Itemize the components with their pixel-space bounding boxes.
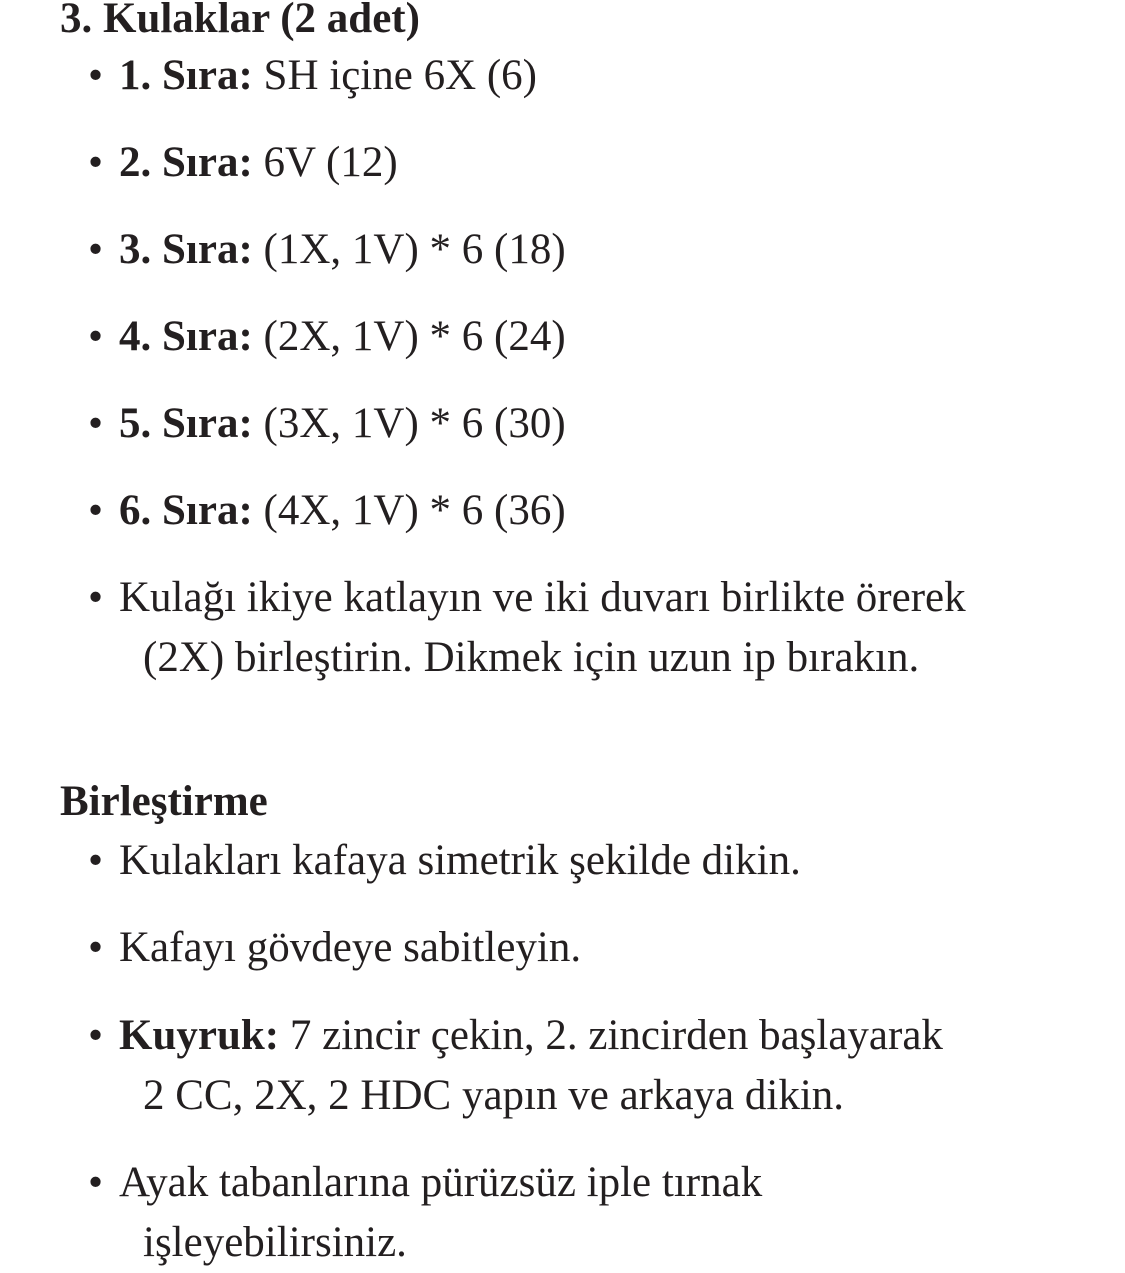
bullet: • (88, 139, 104, 186)
row-item (88, 307, 566, 367)
row-text: (1X, 1V) * 6 (18) (252, 226, 566, 273)
row-label: 2. Sıra: (119, 139, 253, 186)
row-label: 4. Sıra: (119, 313, 253, 360)
assembly-item-tail (88, 1006, 943, 1126)
ear-note-line1: Kulağı ikiye katlayın ve iki duvarı birlikte örerek (119, 574, 966, 621)
assembly-item (88, 1153, 762, 1273)
bullet: • (88, 487, 104, 534)
row-text: (2X, 1V) * 6 (24) (252, 313, 566, 360)
row-text: (3X, 1V) * 6 (30) (252, 400, 566, 447)
feet-line1: Ayak tabanlarına pürüzsüz iple tırnak (119, 1159, 763, 1206)
bullet: • (88, 400, 104, 447)
section-heading-ears: 3. Kulaklar (2 adet) (60, 0, 420, 42)
row-item (88, 394, 566, 454)
row-text: SH içine 6X (6) (252, 52, 538, 99)
assembly-item (88, 918, 581, 978)
bullet: • (88, 1012, 104, 1059)
ear-note (88, 568, 966, 688)
row-item (88, 46, 537, 106)
row-label: 6. Sıra: (119, 487, 253, 534)
row-item (88, 481, 566, 541)
tail-label: Kuyruk: (119, 1012, 280, 1059)
tail-line2: 2 CC, 2X, 2 HDC yapın ve arkaya dikin. (143, 1072, 845, 1119)
row-label: 3. Sıra: (119, 226, 253, 273)
ear-note-line2: (2X) birleştirin. Dikmek için uzun ip bırakın. (143, 634, 920, 681)
bullet: • (88, 52, 104, 99)
section-heading-assembly: Birleştirme (60, 778, 268, 825)
row-label: 5. Sıra: (119, 400, 253, 447)
row-text: (4X, 1V) * 6 (36) (252, 487, 566, 534)
row-item (88, 220, 566, 280)
bullet: • (88, 1159, 104, 1206)
bullet: • (88, 226, 104, 273)
assembly-item-text: Kafayı gövdeye sabitleyin. (119, 924, 582, 971)
bullet: • (88, 574, 104, 621)
bullet: • (88, 313, 104, 360)
bullet: • (88, 924, 104, 971)
assembly-item-text: Kulakları kafaya simetrik şekilde dikin. (119, 837, 801, 884)
row-label: 1. Sıra: (119, 52, 253, 99)
row-item (88, 133, 398, 193)
feet-line2: işleyebilirsiniz. (143, 1219, 407, 1266)
assembly-item (88, 831, 801, 891)
bullet: • (88, 837, 104, 884)
tail-line1: 7 zincir çekin, 2. zincirden başlayarak (279, 1012, 943, 1059)
row-text: 6V (12) (252, 139, 398, 186)
